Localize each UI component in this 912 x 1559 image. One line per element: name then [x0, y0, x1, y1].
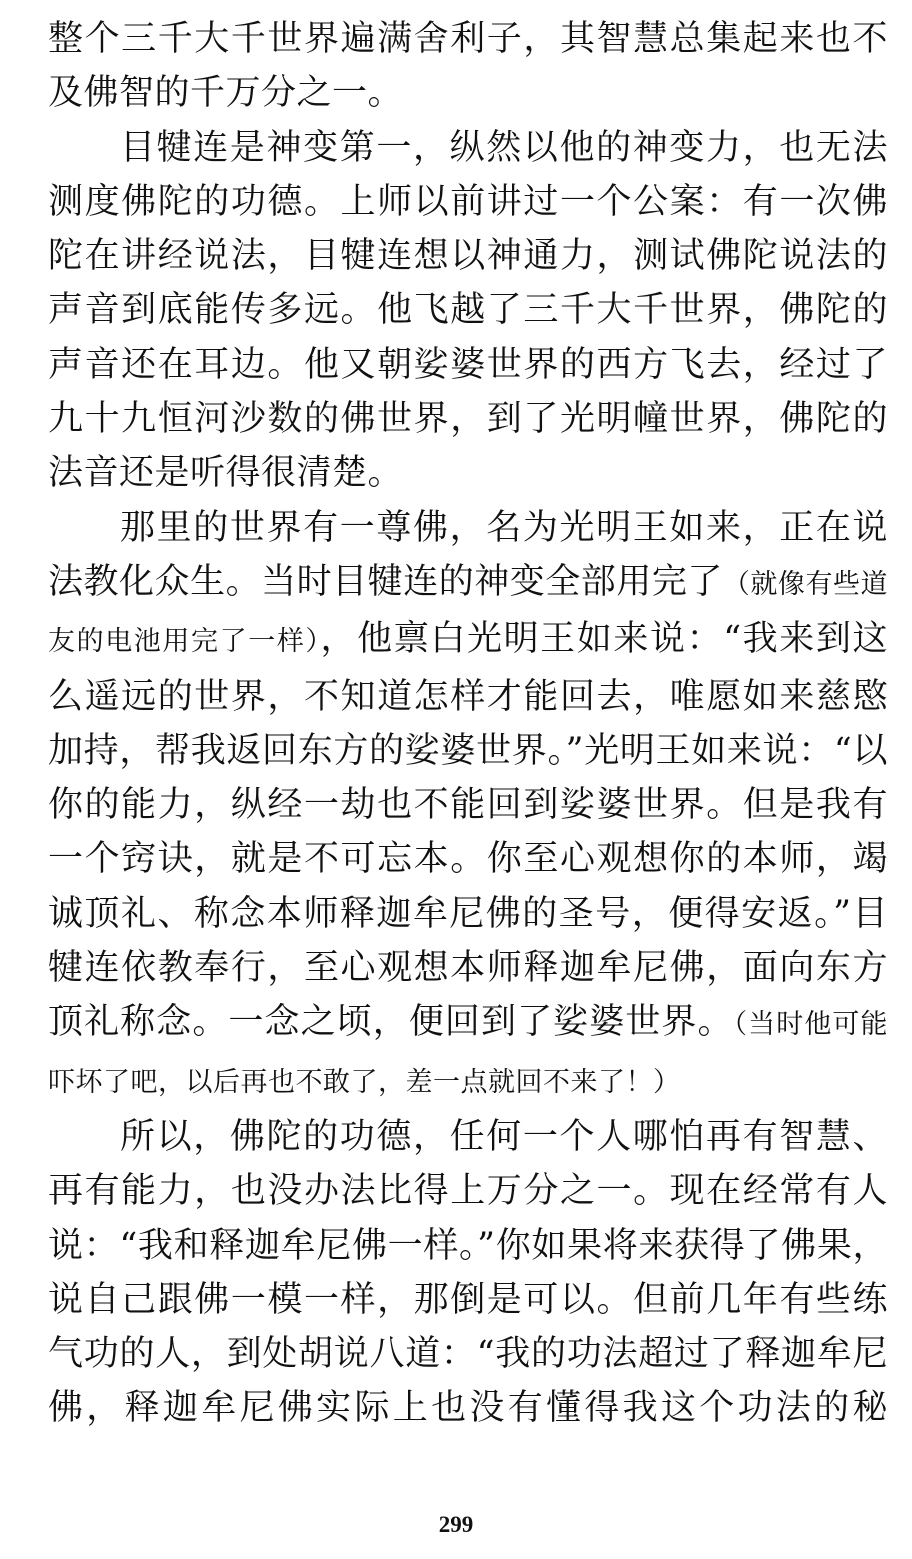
paragraph-3 — [48, 501, 888, 1110]
page-number: 299 — [438, 1512, 474, 1537]
paragraph-3-note-a: （就像有些道友的电池用完了一样） — [48, 568, 888, 658]
paragraph-3-text-a: 那里的世界有一尊佛，名为光明王如来，正在说法教化众生。当时目犍连的神变全部用完了 — [48, 507, 888, 602]
paragraph-3-note-b: （当时他可能吓坏了吧，以后再也不敢了，差一点就回不来了！） — [48, 1009, 888, 1098]
page-body — [48, 12, 888, 1436]
paragraph-2: 目犍连是神变第一，纵然以他的神变力，也无法测度佛陀的功德。上师以前讲过一个公案：有一次佛陀在讲经说法，目犍连想以神通力，测试佛陀说法的声音到底能传多远。他飞越了三千大千世界，佛陀的声音还在耳边。他又朝娑婆世界的西方飞去，经过了九十九恒河沙数的佛世界，到了光明幢世界，佛陀的法音还是听得很清楚。 — [48, 127, 888, 494]
paragraph-4: 所以，佛陀的功德，任何一个人哪怕再有智慧、再有能力，也没办法比得上万分之一。现在经常有人说：“我和释迦牟尼佛一样。”你如果将来获得了佛果，说自己跟佛一模一样，那倒是可以。但前几年有些练气功的人，到处胡说八道：“我的功法超过了释迦牟尼佛，释迦牟尼佛实际上也没有懂得我这个功法的秘 — [48, 1116, 888, 1429]
paragraph-1: 整个三千大千世界遍满舍利子，其智慧总集起来也不及佛智的千万分之一。 — [48, 19, 888, 114]
paragraph-3-text-b: ，他禀白光明王如来说：“我来到这么遥远的世界，不知道怎样才能回去，唯愿如来慈愍加持，帮我返回东方的娑婆世界。”光明王如来说：“以你的能力，纵经一劫也不能回到娑婆世界。但是我有一个窍诀，就是不可忘本。你至心观想你的本师，竭诚顶礼、称念本师释迦牟尼佛的圣号，便得安返。”目犍连依教奉行，至心观想本师释迦牟尼佛，面向东方顶礼称念。一念之顷，便回到了娑婆世界。 — [48, 619, 888, 1043]
